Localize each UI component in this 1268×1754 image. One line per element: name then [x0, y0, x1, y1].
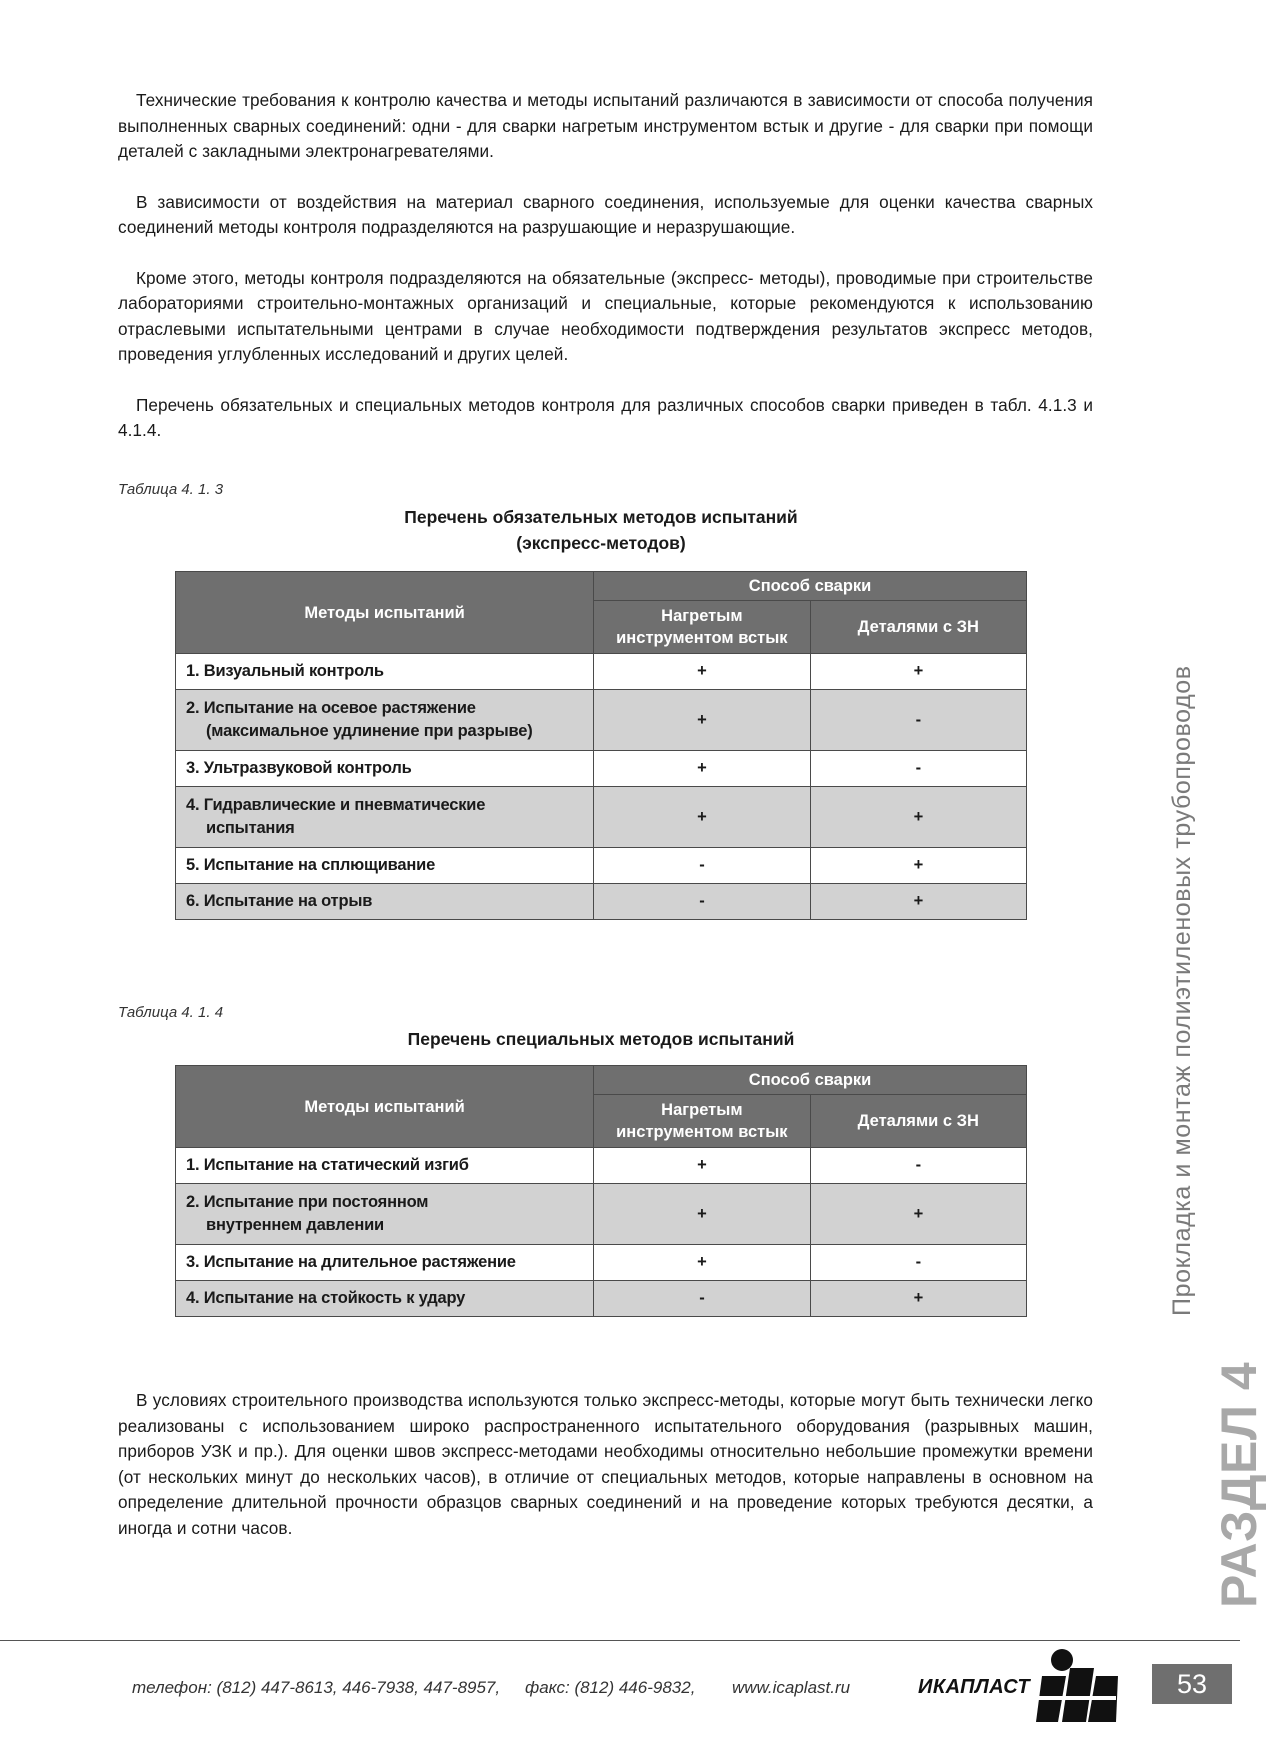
- paragraph-2: В зависимости от воздействия на материал сварного соединения, используемые для оценки качества сварных соединений методы контроля подразделяются на разрушающие и неразрушающие.: [118, 191, 1093, 237]
- table-row: [176, 1184, 1027, 1245]
- method-line2: (максимальное удлинение при разрыве): [206, 722, 533, 740]
- table-row: [176, 1148, 1027, 1184]
- table1-header-heated-tool-l1: Нагретым: [661, 607, 743, 625]
- heated-tool-mark: +: [594, 654, 810, 690]
- table-row: [176, 690, 1027, 751]
- table1-header-fittings: Деталями с ЗН: [810, 601, 1026, 654]
- table2: [175, 1065, 1027, 1317]
- method-name: [176, 751, 594, 787]
- brand-name: ИКАПЛАСТ: [918, 1676, 1031, 1698]
- method-line1: 3. Испытание на длительное растяжение: [186, 1253, 516, 1271]
- table1-header-heated-tool: [594, 601, 810, 654]
- heated-tool-mark: +: [594, 1184, 810, 1245]
- heated-tool-mark: +: [594, 787, 810, 848]
- method-line1: 6. Испытание на отрыв: [186, 892, 373, 910]
- intro-text: [118, 88, 1093, 444]
- section-label: РАЗДЕЛ 4: [1211, 1361, 1267, 1608]
- method-name: [176, 1148, 594, 1184]
- icaplast-logo-icon: [1036, 1646, 1118, 1731]
- paragraph-3: Кроме этого, методы контроля подразделяются на обязательные (экспресс- методы), проводимые при строительстве лабораториями строительно-монтажных организаций и специальные, которые рекомендуются к использованию отраслевыми испытательными центрами в случае необходимости подтверждения результатов экспресс методов, проведения углубленных исследований и других целей.: [118, 267, 1093, 364]
- table-row: [176, 1245, 1027, 1281]
- heated-tool-mark: +: [594, 751, 810, 787]
- table1-header-methods: Методы испытаний: [176, 572, 594, 654]
- heated-tool-mark: +: [594, 1245, 810, 1281]
- fittings-mark: -: [810, 1245, 1026, 1281]
- heated-tool-mark: +: [594, 690, 810, 751]
- table2-caption: Таблица 4. 1. 4: [118, 1004, 224, 1021]
- method-name: [176, 1245, 594, 1281]
- fittings-mark: +: [810, 1184, 1026, 1245]
- table-row: [176, 654, 1027, 690]
- method-line1: 2. Испытание при постоянном: [186, 1193, 429, 1211]
- paragraph-5: В условиях строительного производства используются только экспресс-методы, которые могут быть технически легко реализованы с использованием широко распространенного испытательного оборудования (разрывных машин, приборов УЗК и пр.). Для оценки швов экспресс-методами необходимы относительно небольшие промежутки времени (от нескольких минут до нескольких часов), в отличие от специальных методов, которые направлены в основном на определение длительной прочности образцов сварных соединений и на проведение которых требуются десятки, а иногда и сотни часов.: [118, 1390, 1093, 1538]
- table1-header-heated-tool-l2: инструментом встык: [616, 629, 788, 647]
- paragraph-4: Перечень обязательных и специальных методов контроля для различных способов сварки приведен в табл. 4.1.3 и 4.1.4.: [118, 394, 1093, 440]
- table1-title: [175, 504, 1027, 556]
- table1-title-line2: (экспресс-методов): [516, 533, 686, 553]
- table2-header-fittings: Деталями с ЗН: [810, 1095, 1026, 1148]
- table1: [175, 571, 1027, 920]
- table2-header-welding-method: Способ сварки: [594, 1066, 1027, 1095]
- table2-header-heated-tool: [594, 1095, 810, 1148]
- method-line2: испытания: [206, 819, 295, 837]
- table-row: [176, 751, 1027, 787]
- conclusion-text: [118, 1388, 1093, 1541]
- method-line1: 4. Испытание на стойкость к удару: [186, 1289, 466, 1307]
- fittings-mark: -: [810, 751, 1026, 787]
- table-row: [176, 884, 1027, 920]
- heated-tool-mark: -: [594, 1281, 810, 1317]
- footer-divider: [0, 1640, 1240, 1641]
- fittings-mark: -: [810, 690, 1026, 751]
- heated-tool-mark: -: [594, 848, 810, 884]
- heated-tool-mark: +: [594, 1148, 810, 1184]
- fittings-mark: +: [810, 654, 1026, 690]
- fittings-mark: +: [810, 884, 1026, 920]
- heated-tool-mark: -: [594, 884, 810, 920]
- fittings-mark: +: [810, 848, 1026, 884]
- method-line1: 4. Гидравлические и пневматические: [186, 796, 486, 814]
- table2-header-heated-tool-l1: Нагретым: [661, 1101, 743, 1119]
- footer-phone: телефон: (812) 447-8613, 446-7938, 447-8957,: [132, 1678, 501, 1697]
- footer-fax: факс: (812) 446-9832,: [525, 1678, 696, 1697]
- table2-title-line1: Перечень специальных методов испытаний: [407, 1029, 795, 1049]
- method-line1: 1. Испытание на статический изгиб: [186, 1156, 469, 1174]
- table1-header-welding-method: Способ сварки: [594, 572, 1027, 601]
- table-row: [176, 1281, 1027, 1317]
- footer-website[interactable]: www.icaplast.ru: [732, 1678, 851, 1697]
- fittings-mark: +: [810, 787, 1026, 848]
- method-name: [176, 1184, 594, 1245]
- table2-header-heated-tool-l2: инструментом встык: [616, 1123, 788, 1141]
- table-row: [176, 787, 1027, 848]
- method-line1: 2. Испытание на осевое растяжение: [186, 699, 476, 717]
- method-name: [176, 1281, 594, 1317]
- table2-title: [175, 1026, 1027, 1052]
- method-name: [176, 654, 594, 690]
- method-name: [176, 690, 594, 751]
- table1-caption: Таблица 4. 1. 3: [118, 481, 224, 498]
- method-line1: 5. Испытание на сплющивание: [186, 856, 436, 874]
- fittings-mark: +: [810, 1281, 1026, 1317]
- table-row: [176, 848, 1027, 884]
- page-number: 53: [1152, 1664, 1232, 1704]
- method-name: [176, 884, 594, 920]
- chapter-title: Прокладка и монтаж полиэтиленовых трубопроводов: [1168, 665, 1196, 1316]
- paragraph-1: Технические требования к контролю качества и методы испытаний различаются в зависимости от способа получения выполненных сварных соединений: одни - для сварки нагретым инструментом встык и другие - для сварки при помощи деталей с закладными электронагревателями.: [118, 90, 1093, 161]
- table1-title-line1: Перечень обязательных методов испытаний: [404, 507, 798, 527]
- method-line1: 3. Ультразвуковой контроль: [186, 759, 412, 777]
- fittings-mark: -: [810, 1148, 1026, 1184]
- method-name: [176, 787, 594, 848]
- method-name: [176, 848, 594, 884]
- table2-header-methods: Методы испытаний: [176, 1066, 594, 1148]
- method-line1: 1. Визуальный контроль: [186, 662, 384, 680]
- method-line2: внутреннем давлении: [206, 1216, 384, 1234]
